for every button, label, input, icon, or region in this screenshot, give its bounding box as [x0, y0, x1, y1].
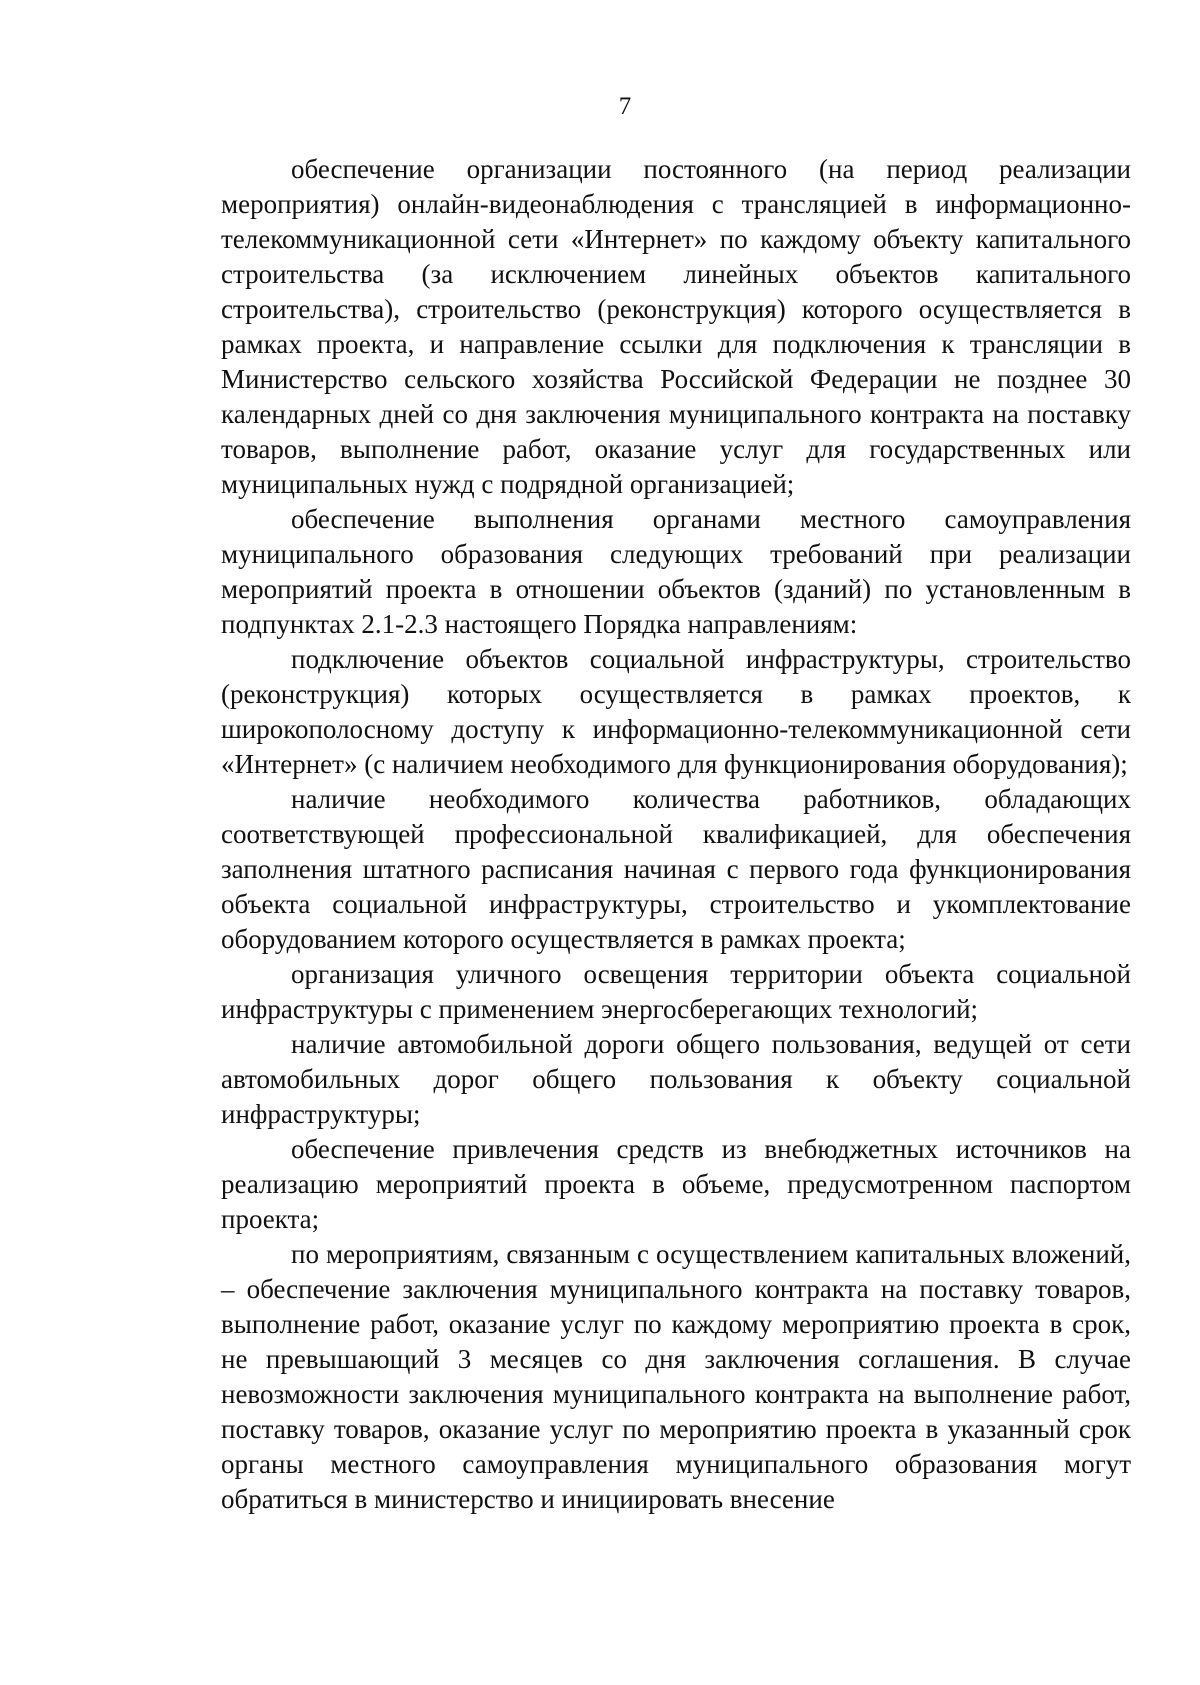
paragraph-capital-investments: по мероприятиям, связанным с осуществлением капитальных вложений, – обеспечение заключения муниципального контракта на поставку товаров, выполнение работ, оказание услуг по каждому мероприятию проекта в срок, не превышающий 3 месяцев со дня заключения соглашения. В случае невозможности заключения муниципального контракта на выполнение работ, поставку товаров, оказание услуг по мероприятию проекта в указанный срок органы местного самоуправления муниципального образования могут обратиться в министерство и инициировать внесение	[221, 1239, 1131, 1514]
paragraph-street-lighting: организация уличного освещения территории объекта социальной инфраструктуры с применением энергосберегающих технологий;	[221, 959, 1131, 1024]
paragraph-public-road: наличие автомобильной дороги общего пользования, ведущей от сети автомобильных дорог общего пользования к объекту социальной инфраструктуры;	[221, 1029, 1131, 1129]
document-body	[221, 152, 1131, 1517]
paragraph-video-monitoring: обеспечение организации постоянного (на период реализации мероприятия) онлайн-видеонаблюдения с трансляцией в информационно-телекоммуникационной сети «Интернет» по каждому объекту капитального строительства (за исключением линейных объектов капитального строительства), строительство (реконструкция) которого осуществляется в рамках проекта, и направление ссылки для подключения к трансляции в Министерство сельского хозяйства Российской Федерации не позднее 30 календарных дней со дня заключения муниципального контракта на поставку товаров, выполнение работ, оказание услуг для государственных или муниципальных нужд с подрядной организацией;	[221, 154, 1131, 499]
paragraph-extrabudgetary-funds: обеспечение привлечения средств из внебюджетных источников на реализацию мероприятий проекта в объеме, предусмотренном паспортом проекта;	[221, 1134, 1131, 1234]
paragraph-broadband-access: подключение объектов социальной инфраструктуры, строительство (реконструкция) которых осуществляется в рамках проектов, к широкополосному доступу к информационно-телекоммуникационной сети «Интернет» (с наличием необходимого для функционирования оборудования);	[221, 644, 1131, 779]
paragraph-staffing: наличие необходимого количества работников, обладающих соответствующей профессиональной квалификацией, для обеспечения заполнения штатного расписания начиная с первого года функционирования объекта социальной инфраструктуры, строительство и укомплектование оборудованием которого осуществляется в рамках проекта;	[221, 784, 1131, 954]
page-number: 7	[618, 93, 632, 120]
paragraph-requirements-intro: обеспечение выполнения органами местного самоуправления муниципального образования следующих требований при реализации мероприятий проекта в отношении объектов (зданий) по установленным в подпунктах 2.1-2.3 настоящего Порядка направлениям:	[221, 504, 1131, 639]
